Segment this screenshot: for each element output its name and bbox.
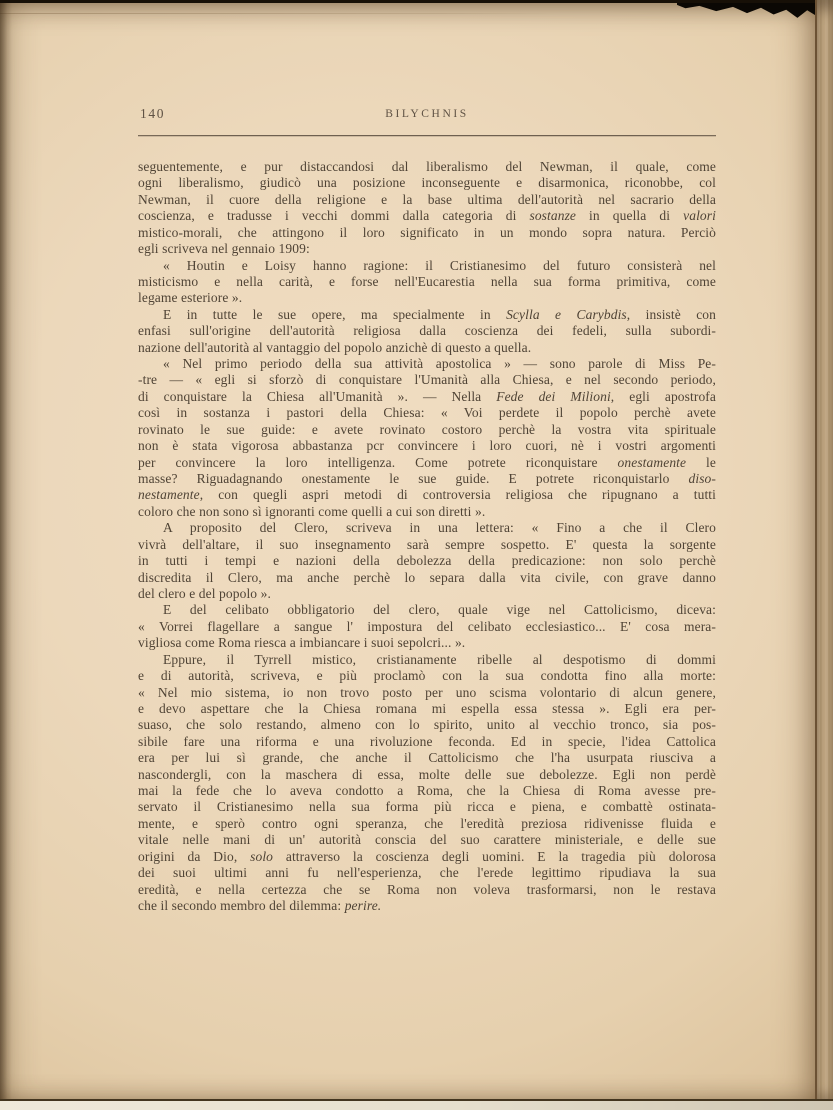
text-line: E in tutte le sue opere, ma specialmente in Scylla e Carybdis, insistè con — [163, 306, 716, 322]
text-line: vivrà dell'altare, il suo insegnamento sarà sempre sospetto. E' questa la sorgente — [138, 536, 716, 552]
text-line: ogni liberalismo, giudicò una posizione inconseguente e disarmonica, riconobbe, col — [138, 175, 716, 191]
text-line: origini da Dio, solo attraverso la coscienza degli uomini. E la tragedia più dolorosa — [138, 848, 716, 864]
text-line: per convincere la loro intelligenza. Come potrete riconquistare onestamente le — [138, 454, 716, 470]
text-line: mente, e sperò contro ogni speranza, che l'eredità preziosa ridivenisse fluida e — [138, 815, 716, 831]
text-line: nascondergli, con la maschera di essa, molte delle sue debolezze. Egli non perdè — [138, 766, 716, 782]
journal-title: BILYCHNIS — [385, 108, 469, 120]
text-line: masse? Riguadagnando onestamente le sue guide. E potrete riconquistarlo diso- — [138, 471, 716, 487]
text-line: Newman, il cuore della religione e la base ultima dell'autorità nel sacrario della — [138, 191, 716, 207]
text-line: E del celibato obbligatorio del clero, quale vige nel Cattolicismo, diceva: — [163, 602, 716, 618]
text-line: « Vorrei flagellare a sangue l' impostura del celibato ecclesiastico... E' cosa mera- — [138, 618, 716, 634]
text-line: « Houtin e Loisy hanno ragione: il Cristianesimo del futuro consisterà nel — [163, 257, 716, 273]
text-line: sibile fare una riforma e una rivoluzione feconda. Ed in specie, l'idea Cattolica — [138, 733, 716, 749]
running-header — [138, 106, 716, 122]
page-number: 140 — [140, 106, 166, 121]
text-line: servato il Cristianesimo nella sua forma più ricca e piena, e combattè ostinata- — [138, 799, 716, 815]
text-line: così in sostanza i pastori della Chiesa: « Voi perdete il popolo perchè avete — [138, 405, 716, 421]
text-line: Eppure, il Tyrrell mistico, cristianamente ribelle al despotismo di dommi — [163, 651, 716, 667]
text-line: misticismo e nella carità, e forse nell'Eucarestia nella sua forma primitiva, come — [138, 273, 716, 289]
text-line: discredita il Clero, ma anche perchè lo separa dalla vita civile, con grave danno — [138, 569, 716, 585]
text-line: era per lui sì grande, che anche il Cattolicismo che l'ha usurpata riusciva a — [138, 750, 716, 766]
text-line: di conquistare la Chiesa all'Umanità ». — Nella Fede dei Milioni, egli apostrofa — [138, 388, 716, 404]
text-line: eredità, e nella certezza che se Roma non voleva trasformarsi, non le restava — [138, 881, 716, 897]
text-line: nestamente, con quegli aspri metodi di controversia religiosa che ripugnano a tutti — [138, 487, 716, 503]
page-bottom-edge — [0, 1099, 833, 1110]
text-line: rovinato le sue guide: e avete rovinato costoro perchè la vostra vita spirituale — [138, 421, 716, 437]
text-line: vitale nelle mani di un' autorità conscia del suo carattere ministeriale, e delle sue — [138, 832, 716, 848]
text-line: coscienza, e tradusse i vecchi dommi dalla categoria di sostanze in quella di valori — [138, 208, 716, 224]
text-line: nazione dell'autorità al vantaggio del popolo anzichè di questo a quella. — [138, 339, 532, 355]
text-line: egli scriveva nel gennaio 1909: — [138, 241, 310, 257]
body-text — [138, 159, 716, 914]
header-rule — [138, 135, 716, 136]
book-fore-edge — [815, 0, 833, 1101]
text-line: A proposito del Clero, scriveva in una lettera: « Fino a che il Clero — [163, 520, 716, 536]
text-line: e devo aspettare che la Chiesa romana mi espella essa stessa ». Egli era per- — [138, 700, 716, 716]
torn-corner-shadow — [677, 3, 817, 27]
text-line: mai la fede che lo aveva condotto a Roma, che la Chiesa di Roma avesse pre- — [138, 783, 716, 799]
text-line: « Nel mio sistema, io non trovo posto per uno scisma volontario di alcun genere, — [138, 684, 716, 700]
text-line: -tre — « egli si sforzò di conquistare l'Umanità alla Chiesa, e nel secondo periodo, — [138, 372, 716, 388]
text-line: vigliosa come Roma riesca a imbiancare i suoi sepolcri... ». — [138, 635, 466, 651]
text-line: seguentemente, e pur distaccandosi dal liberalismo del Newman, il quale, come — [138, 159, 716, 174]
text-line: del clero e del popolo ». — [138, 585, 271, 601]
text-line: in tutti i tempi e nazioni della debolezza della predicazione: non solo perchè — [138, 553, 716, 569]
text-line: non è stata vigorosa abbastanza pcr convincere i loro cuori, nè i vostri argomenti — [138, 438, 716, 454]
text-line: e di autorità, scriveva, e più proclamò con la sua condotta fino alla morte: — [138, 668, 716, 684]
text-line: mistico-morali, che attingono il loro significato in un mondo sopra natura. Perciò — [138, 224, 716, 240]
book-page — [0, 3, 817, 1101]
text-line: suaso, che solo restando, almeno con lo spirito, unito al vecchio tronco, sia pos- — [138, 717, 716, 733]
gutter-shadow — [0, 3, 12, 1101]
text-line: che il secondo membro del dilemma: perire. — [138, 897, 382, 913]
page-content — [138, 106, 716, 914]
text-line: « Nel primo periodo della sua attività apostolica » — sono parole di Miss Pe- — [163, 356, 716, 372]
text-line: dei suoi ultimi anni fu nell'esperienza, che l'erede legittimo ripudiava la sua — [138, 865, 716, 881]
text-line: coloro che non sono sì ignoranti come quelli a cui son diretti ». — [138, 503, 486, 519]
text-line: enfasi sull'origine dell'autorità religiosa dalla coscienza dei fedeli, sulla subordi- — [138, 323, 716, 339]
text-line: legame esteriore ». — [138, 290, 243, 306]
page-top-crease — [0, 13, 556, 14]
